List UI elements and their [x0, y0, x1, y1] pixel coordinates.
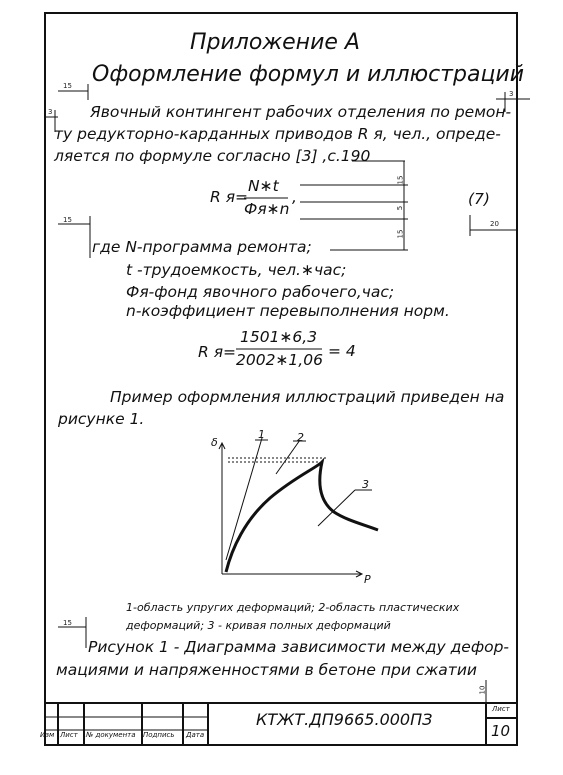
intro-line-1: Явочный контингент рабочих отделения по ремон- — [90, 103, 512, 121]
formula-comma: , — [292, 188, 297, 206]
illustration-line-2: рисунке 1. — [58, 410, 145, 428]
dimension-label: 20 — [490, 220, 499, 228]
calc-lhs: R я= — [198, 343, 237, 361]
where-line-1: где N-программа ремонта; — [92, 238, 312, 256]
figure-label-1: 1 — [258, 428, 265, 441]
formula-denominator: Фя∗n — [244, 200, 290, 218]
stamp-data: Дата — [186, 731, 205, 739]
formula-numerator: N∗t — [248, 177, 279, 195]
stamp-document-code: КТЖТ.ДП9665.000ПЗ — [256, 710, 433, 729]
stamp-izm: Изм — [40, 731, 55, 739]
figure-caption-line-2: мациями и напряженностями в бетоне при сжатии — [56, 661, 477, 679]
figure-y-axis-label: δ — [211, 436, 218, 449]
formula-lhs: R я= — [210, 188, 249, 206]
figure-legend-line-2: деформаций; 3 - кривая полных деформаций — [126, 619, 391, 632]
stamp-list: Лист — [60, 731, 78, 739]
dimension-label: 3 — [48, 108, 53, 116]
where-line-4: n-коэффициент перевыполнения норм. — [126, 302, 450, 320]
calc-result: = 4 — [328, 342, 356, 360]
illustration-line-1: Пример оформления иллюстраций приведен на — [110, 388, 505, 406]
where-line-2: t -трудоемкость, чел.∗час; — [126, 261, 347, 279]
stamp-sheet-label: Лист — [492, 705, 510, 713]
dimension-label: 5 — [396, 205, 405, 211]
formula-number: (7) — [468, 190, 490, 208]
calc-numerator: 1501∗6,3 — [240, 328, 318, 346]
intro-line-2: ту редукторно-карданных приводов R я, чел., опреде- — [54, 125, 501, 143]
figure-label-2: 2 — [297, 431, 304, 444]
stamp-doc: № документа — [86, 731, 136, 739]
appendix-title: Приложение А — [190, 30, 360, 55]
figure-caption-line-1: Рисунок 1 - Диаграмма зависимости между дефор- — [88, 638, 510, 656]
dimension-label: 15 — [63, 82, 72, 90]
figure-x-axis-label: P — [364, 573, 371, 586]
dimension-label: 15 — [63, 619, 72, 627]
where-line-3: Фя-фонд явочного рабочего,час; — [126, 283, 395, 301]
dimension-label: 15 — [396, 175, 405, 185]
intro-line-3: ляется по формуле согласно [3] ,с.190 — [54, 147, 371, 165]
dimension-label: 15 — [396, 229, 405, 239]
figure-legend-line-1: 1-область упругих деформаций; 2-область пластических — [126, 601, 460, 614]
figure-label-3: 3 — [362, 478, 369, 491]
calc-denominator: 2002∗1,06 — [236, 351, 323, 369]
stamp-sheet-number: 10 — [491, 722, 511, 740]
dimension-label: 10 — [478, 685, 487, 695]
stamp-podpis: Подпись — [143, 731, 175, 739]
dimension-label: 15 — [63, 216, 72, 224]
section-title: Оформление формул и иллюстраций — [92, 62, 525, 87]
dimension-label: 3 — [509, 90, 514, 98]
